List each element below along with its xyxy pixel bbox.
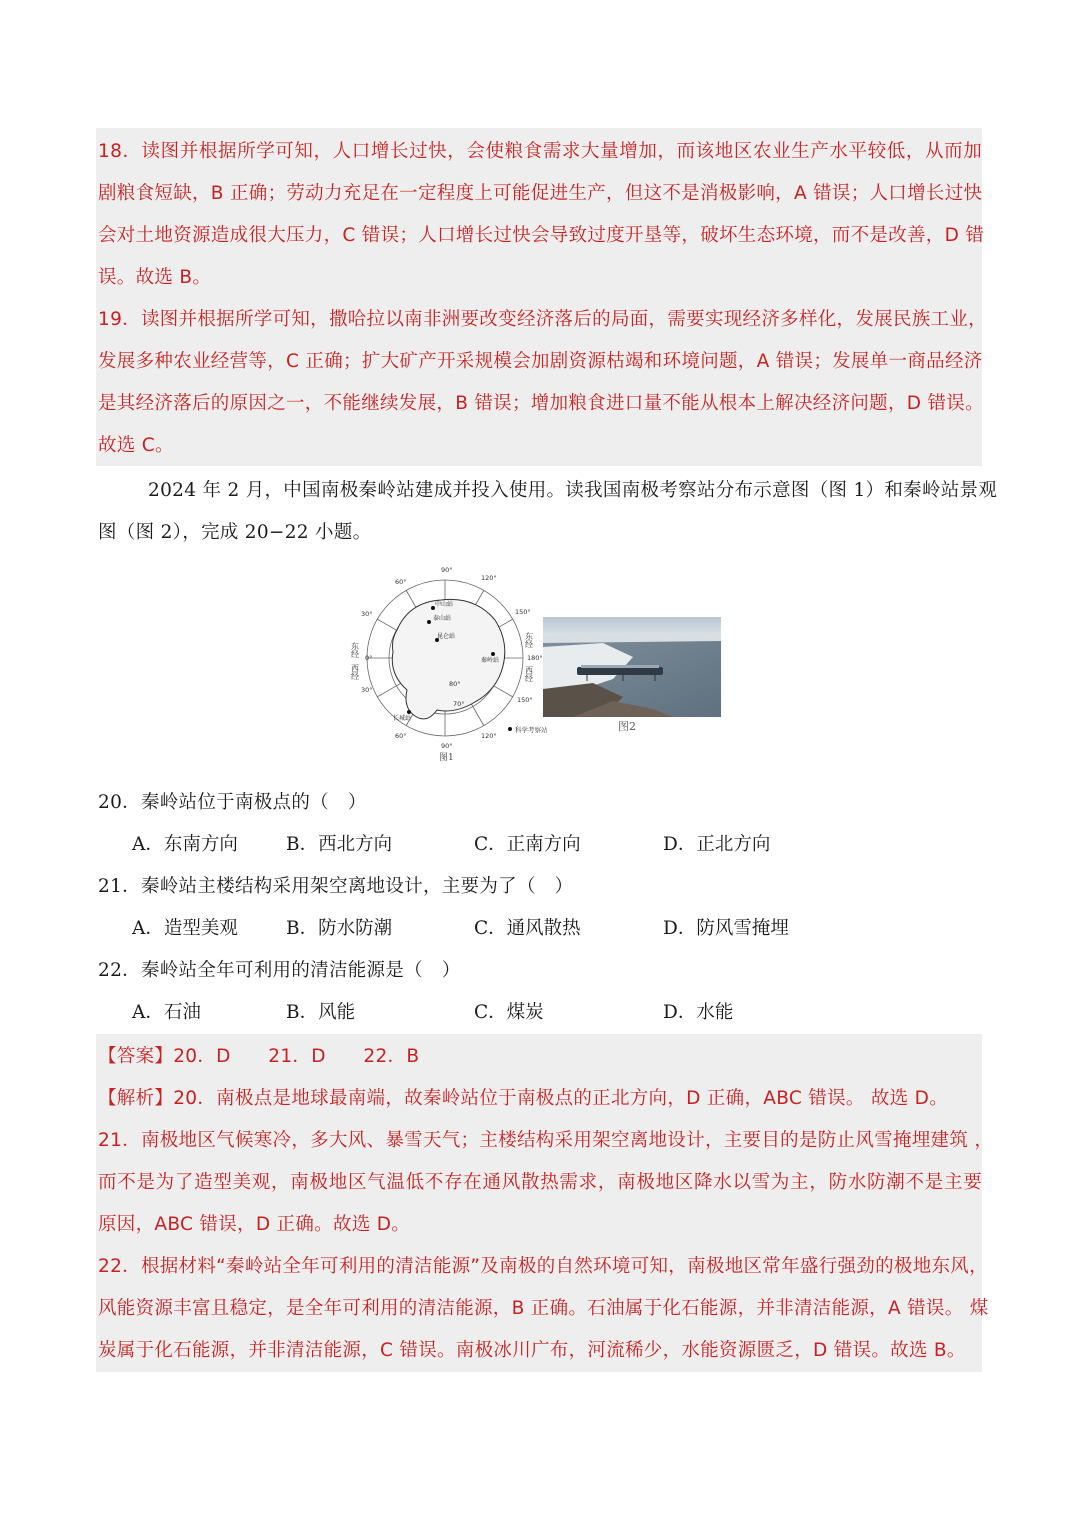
q22-option-d: D．水能 xyxy=(663,1002,734,1023)
analysis-q21-line-1: 21．南极地区气候寒冷，多大风、暴雪天气；主楼结构采用架空离地设计，主要目的是防止风雪掩埋建筑 ， xyxy=(98,1130,994,1151)
side-label-west-right: 西经 xyxy=(524,666,534,682)
intro-line-1: 2024 年 2 月，中国南极秦岭站建成并投入使用。读我国南极考察站分布示意图（图 1）和秦岭站景观 xyxy=(148,480,998,501)
analysis-line-q20 xyxy=(98,1086,982,1112)
q19-explanation-line-2: 发展多种农业经营等，C 正确；扩大矿产开采规模会加剧资源枯竭和环境问题，A 错误；发展单一商品经济 xyxy=(98,351,983,372)
label-180: 180° xyxy=(527,654,543,662)
analysis-q20: 20．南极点是地球最南端，故秦岭站位于南极点的正北方向，D 正确，ABC 错误。 故选 D。 xyxy=(173,1088,948,1109)
label-0: 0° xyxy=(365,654,373,662)
q18-explanation-line-1: 18．读图并根据所学可知，人口增长过快，会使粮食需求大量增加，而该地区农业生产水平较低，从而加 xyxy=(98,141,982,162)
analysis-q22-line-2: 风能资源丰富且稳定，是全年可利用的清洁能源，B 正确。石油属于化石能源，并非清洁能源，A 错误。 煤 xyxy=(98,1298,989,1319)
label-80: 80° xyxy=(449,680,461,688)
question-21-stem: 21．秦岭站主楼结构采用架空离地设计，主要为了（ ） xyxy=(98,876,574,897)
legend-marker xyxy=(508,727,512,731)
label-90-bottom: 90° xyxy=(441,742,453,750)
analysis-q21-line-2: 而不是为了造型美观，南极地区气温低不存在通风散热需求，南极地区降水以雪为主，防水防潮不是主要 xyxy=(98,1172,982,1193)
q20-option-d: D．正北方向 xyxy=(663,834,771,855)
label-30-top: 30° xyxy=(361,610,373,618)
label-150-top: 150° xyxy=(515,608,531,616)
question-20-stem: 20．秦岭站位于南极点的（ ） xyxy=(98,792,367,813)
q21-option-d: D．防风雪掩埋 xyxy=(663,918,789,939)
q21-option-a: A．造型美观 xyxy=(132,918,238,939)
label-150-bottom: 150° xyxy=(517,696,533,704)
label-30-bottom: 30° xyxy=(361,686,373,694)
q22-option-c: C．煤炭 xyxy=(474,1002,544,1023)
q19-explanation-line-4: 故选 C。 xyxy=(98,435,174,456)
qinling-station-photo xyxy=(543,617,721,717)
label-60-bottom: 60° xyxy=(395,732,407,740)
q19-explanation-line-3: 是其经济落后的原因之一，不能继续发展，B 错误；增加粮食进口量不能从根本上解决经济问题，D 错误。 xyxy=(98,393,984,414)
q18-explanation-line-4: 误。故选 B。 xyxy=(98,267,212,288)
label-70: 70° xyxy=(453,700,465,708)
answer-line xyxy=(98,1044,982,1070)
figure-2-caption: 图2 xyxy=(618,720,636,733)
analysis-q22-line-1: 22．根据材料“秦岭站全年可利用的清洁能源”及南极的自然环境可知，南极地区常年盛行强劲的极地东风， xyxy=(98,1256,988,1277)
station-taishan: 泰山站 xyxy=(433,615,452,622)
label-60-top: 60° xyxy=(395,578,407,586)
q20-option-a: A．东南方向 xyxy=(132,834,238,855)
q22-option-a: A．石油 xyxy=(132,1002,201,1023)
figure-1-caption: 图1 xyxy=(439,753,454,763)
label-120-bottom: 120° xyxy=(481,732,497,740)
answer-tag: 【答案】 xyxy=(98,1046,174,1067)
q21-option-c: C．通风散热 xyxy=(474,918,581,939)
q19-explanation-line-1: 19．读图并根据所学可知，撒哈拉以南非洲要改变经济落后的局面，需要实现经济多样化，发展民族工业， xyxy=(98,309,987,330)
station-kunlun: 昆仑站 xyxy=(437,633,456,640)
station-zhongshan: 中山站 xyxy=(435,601,454,608)
question-22-stem: 22．秦岭站全年可利用的清洁能源是（ ） xyxy=(98,960,461,981)
legend-label: 科学考察站 xyxy=(515,726,548,734)
station-building xyxy=(577,667,663,675)
label-120-top: 120° xyxy=(481,574,497,582)
q21-option-b: B．防水防潮 xyxy=(286,918,393,939)
q22-option-b: B．风能 xyxy=(286,1002,356,1023)
station-changcheng: 长城站 xyxy=(393,715,412,722)
side-label-east-left: 东经 xyxy=(350,642,360,658)
side-label-east-right: 东经 xyxy=(524,632,534,648)
station-qinling: 秦岭站 xyxy=(481,657,500,664)
analysis-q21-line-3: 原因，ABC 错误，D 正确。故选 D。 xyxy=(98,1214,411,1235)
analysis-tag: 【解析】 xyxy=(98,1088,174,1109)
analysis-q22-line-3: 炭属于化石能源，并非清洁能源，C 错误。南极冰川广布，河流稀少，水能资源匮乏，D 错误。故选 B。 xyxy=(98,1340,966,1361)
side-label-west-left: 西经 xyxy=(350,664,360,680)
q18-explanation-line-2: 剧粮食短缺，B 正确；劳动力充足在一定程度上可能促进生产，但这不是消极影响，A 错误；人口增长过快 xyxy=(98,183,983,204)
q20-option-b: B．西北方向 xyxy=(286,834,393,855)
answer-text: 20．D 21．D 22．B xyxy=(173,1046,420,1067)
q20-option-c: C．正南方向 xyxy=(474,834,581,855)
intro-line-2: 图（图 2），完成 20−22 小题。 xyxy=(98,522,372,543)
q18-explanation-line-3: 会对土地资源造成很大压力，C 错误；人口增长过快会导致过度开垦等，破坏生态环境，而不是改善，D 错 xyxy=(98,225,985,246)
antarctica-station-map xyxy=(350,562,557,764)
label-90-top: 90° xyxy=(441,566,453,574)
